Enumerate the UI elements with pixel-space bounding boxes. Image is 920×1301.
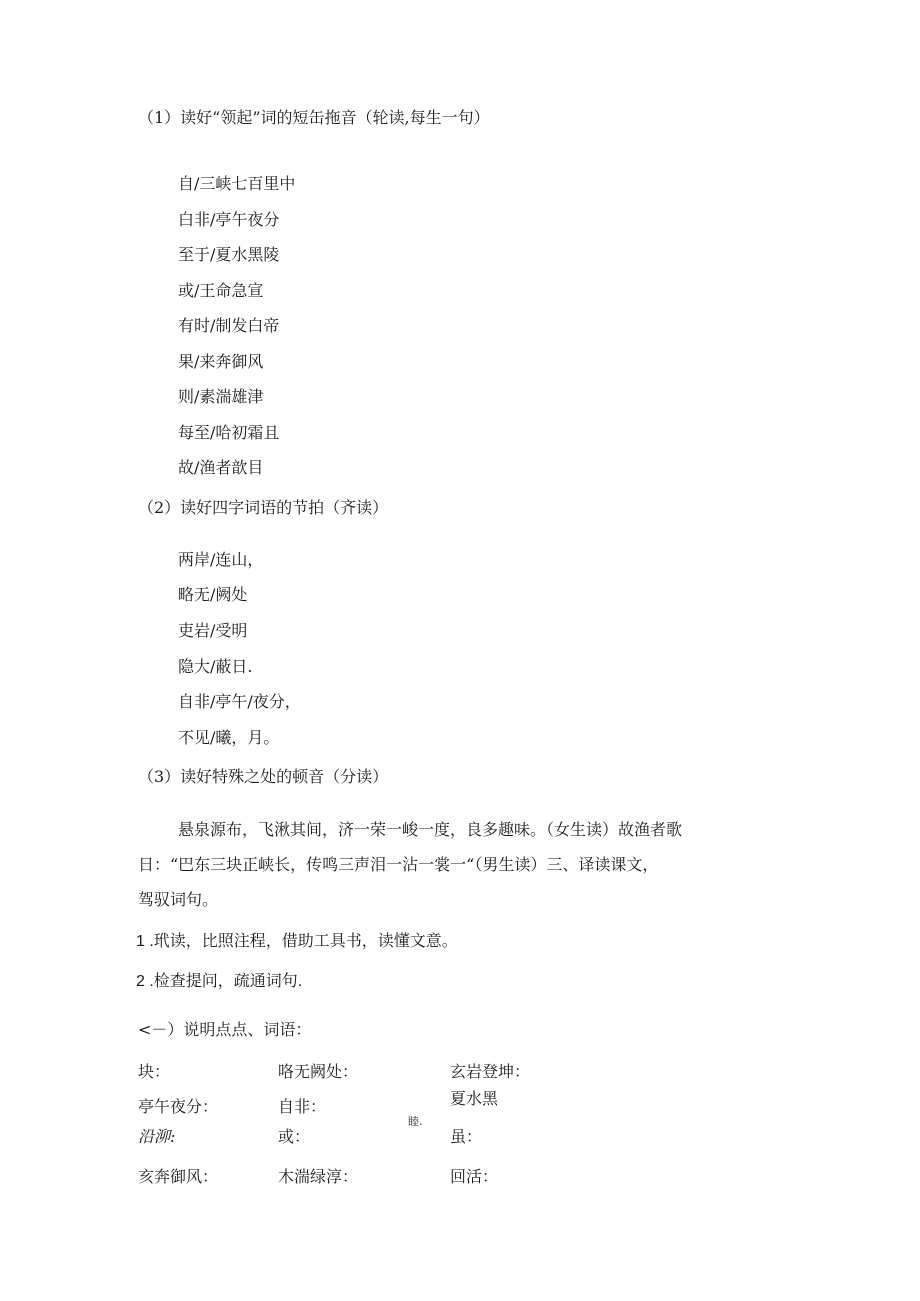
section2-heading: （2）读好四字词语的节拍（齐读）: [138, 498, 389, 517]
section1-item: 白非/亭午夜分: [178, 210, 280, 229]
vocab-term: 玄岩登坤：: [450, 1062, 531, 1081]
vocab-term: 木湍绿淳：: [278, 1167, 359, 1186]
step-item: 2 .检查提问，疏通词句.: [136, 973, 303, 990]
vocab-term: 回活：: [450, 1167, 499, 1186]
section2-item: 两岸/连山，: [178, 550, 264, 569]
section2-item: 隐大/蔽日.: [178, 657, 253, 676]
section1-item: 故/渔者歆目: [178, 458, 264, 477]
section1-item: 自/三峡七百里中: [178, 174, 296, 193]
vocab-term: 块：: [138, 1062, 171, 1081]
vocab-term: 或：: [278, 1127, 311, 1146]
vocab-term: 沿泖:: [138, 1127, 176, 1146]
section1-item: 每至/哈初霜且: [178, 423, 280, 442]
section2-item: 吏岩/受明: [178, 621, 248, 640]
vocab-term: 夏水黑: [450, 1089, 499, 1108]
vocab-heading: <－）说明点点、词语：: [138, 1020, 312, 1039]
section3-paragraph-line: 悬泉源布，飞湫其间，济一荣一峻一度，良多趣味。（女生读）故渔者歌: [178, 820, 683, 839]
section1-item: 则/素湍雄津: [178, 387, 264, 406]
step-item: 1 .玳读，比照注程，借助工具书，读懂文意。: [136, 933, 458, 950]
section1-item: 果/来奔御风: [178, 352, 264, 371]
section2-item: 自非/亭午/夜分，: [178, 692, 301, 711]
stray-mark: 睦.: [408, 1115, 423, 1128]
section1-heading: （1）读好“领起”词的短缶拖音（轮读,每生一句）: [138, 108, 490, 127]
section1-item: 至于/夏水黑陵: [178, 245, 280, 264]
section3-paragraph-line: 日：“巴东三块正峡长，传鸣三声泪一沾一裳一“（男生读）三、译读课文，: [138, 855, 659, 874]
vocab-term: 自非：: [278, 1097, 327, 1116]
section3-paragraph-line: 驾驭词句。: [138, 890, 219, 909]
vocab-term: 亥奔御风：: [138, 1167, 219, 1186]
vocab-term: 亭午夜分：: [138, 1097, 219, 1116]
section3-heading: （3）读好特殊之处的顿音（分读）: [138, 767, 389, 786]
section1-item: 或/王命急宣: [178, 281, 264, 300]
vocab-term: 虽：: [450, 1127, 483, 1146]
section1-item: 有时/制发白帝: [178, 316, 280, 335]
section2-item: 略无/阙处: [178, 585, 248, 604]
vocab-term: 咯无阙处：: [278, 1062, 359, 1081]
section2-item: 不见/曦，月。: [178, 728, 280, 747]
